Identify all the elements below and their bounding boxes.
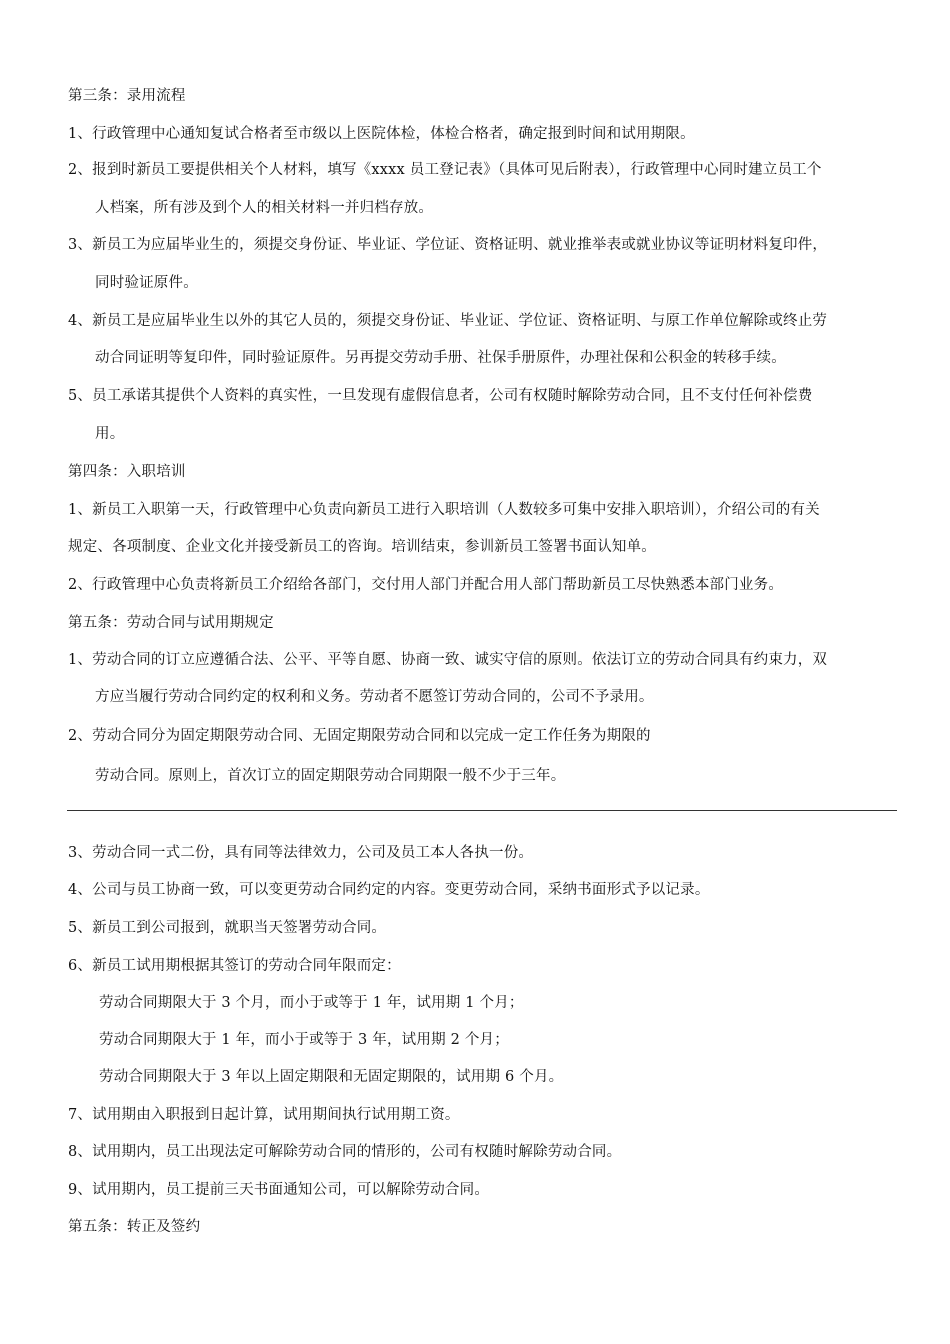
section-heading: 第三条：录用流程 [68,88,186,104]
paragraph-line: 1、新员工入职第一天，行政管理中心负责向新员工进行入职培训（人数较多可集中安排入职培训），介绍公司的有关 [68,502,820,518]
paragraph-line: 劳动合同期限大于 3 年以上固定期限和无固定期限的，试用期 6 个月。 [99,1069,564,1085]
paragraph-line: 劳动合同期限大于 1 年，而小于或等于 3 年，试用期 2 个月； [99,1032,509,1048]
paragraph-line: 4、新员工是应届毕业生以外的其它人员的，须提交身份证、毕业证、学位证、资格证明、与原工作单位解除或终止劳 [68,313,828,329]
section-heading: 第四条：入职培训 [68,464,186,480]
paragraph-line: 6、新员工试用期根据其签订的劳动合同年限而定： [68,958,401,974]
paragraph-line: 1、劳动合同的订立应遵循合法、公平、平等自愿、协商一致、诚实守信的原则。依法订立的劳动合同具有约束力，双 [68,652,828,668]
paragraph-line: 2、行政管理中心负责将新员工介绍给各部门，交付用人部门并配合用人部门帮助新员工尽快熟悉本部门业务。 [68,577,784,593]
paragraph-line: 用。 [95,426,125,442]
paragraph-line: 9、试用期内，员工提前三天书面通知公司，可以解除劳动合同。 [68,1182,490,1198]
section-heading: 第五条：劳动合同与试用期规定 [68,615,274,631]
paragraph-line: 劳动合同。原则上，首次订立的固定期限劳动合同期限一般不少于三年。 [95,768,566,784]
paragraph-line: 劳动合同期限大于 3 个月，而小于或等于 1 年，试用期 1 个月； [99,995,524,1011]
paragraph-line: 动合同证明等复印件，同时验证原件。另再提交劳动手册、社保手册原件，办理社保和公积金的转移手续。 [95,350,786,366]
paragraph-line: 方应当履行劳动合同约定的权利和义务。劳动者不愿签订劳动合同的，公司不予录用。 [95,689,654,705]
paragraph-line: 3、劳动合同一式二份，具有同等法律效力，公司及员工本人各执一份。 [68,845,534,861]
paragraph-line: 2、报到时新员工要提供相关个人材料，填写《xxxx 员工登记表》（具体可见后附表），行政管理中心同时建立员工个 [68,162,822,178]
paragraph-line: 规定、各项制度、企业文化并接受新员工的咨询。培训结束，参训新员工签署书面认知单。 [68,539,656,555]
paragraph-line: 1、行政管理中心通知复试合格者至市级以上医院体检，体检合格者，确定报到时间和试用期限。 [68,126,695,142]
paragraph-line: 5、新员工到公司报到，就职当天签署劳动合同。 [68,920,387,936]
paragraph-line: 5、员工承诺其提供个人资料的真实性，一旦发现有虚假信息者，公司有权随时解除劳动合同，且不支付任何补偿费 [68,388,813,404]
paragraph-line: 4、公司与员工协商一致，可以变更劳动合同约定的内容。变更劳动合同，采纳书面形式予以记录。 [68,882,710,898]
paragraph-line: 8、试用期内，员工出现法定可解除劳动合同的情形的，公司有权随时解除劳动合同。 [68,1144,622,1160]
paragraph-line: 7、试用期由入职报到日起计算，试用期间执行试用期工资。 [68,1107,460,1123]
paragraph-line: 2、劳动合同分为固定期限劳动合同、无固定期限劳动合同和以完成一定工作任务为期限的 [68,728,651,744]
section-heading: 第五条：转正及签约 [68,1219,201,1235]
page-break-rule [67,810,897,811]
paragraph-line: 同时验证原件。 [95,275,198,291]
paragraph-line: 人档案，所有涉及到个人的相关材料一并归档存放。 [95,200,434,216]
paragraph-line: 3、新员工为应届毕业生的，须提交身份证、毕业证、学位证、资格证明、就业推举表或就业协议等证明材料复印件， [68,237,828,253]
